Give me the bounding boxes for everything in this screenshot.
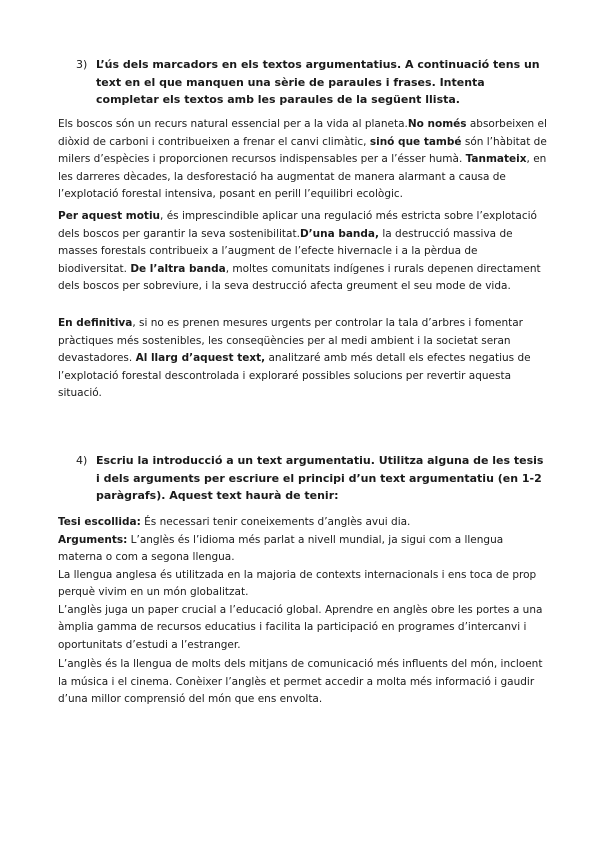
text-run: , si no es prenen mesures urgents per controlar la tala d’arbres i fomentar pràctiques més sostenibles, les conseqüències per al medi ambient i la societat seran devastadores. [58,317,523,364]
connector-bold: D’una banda, [299,227,380,240]
question-number: 4) [76,454,88,467]
argument-3: L’anglès juga un paper crucial a l’educació global. Aprendre en anglès obre les portes a una àmplia gamma de recursos educatius i facilita la participació en programes d’intercanvi i oportunitats d’estudi a l’estranger. [58,603,543,651]
connector-bold: Tanmateix [465,153,527,165]
text1-paragraph-1 [58,116,548,204]
connector-bold: sinó que també [369,135,462,148]
text-run: Els boscos són un recurs natural essencial per a la vida al planeta. [58,118,408,130]
thesis-text: És necessari tenir coneixements d’anglès avui dia. [140,516,411,528]
question-instruction: Escriu la introducció a un text argumentatiu. Utilitza alguna de les tesis i dels arguments per escriure el principi d’un text argumentatiu (en 1-2 paràgrafs). Aquest text haurà de tenir: [96,454,544,502]
thesis-label: Tesi escollida: [58,516,141,528]
text-run: la destrucció massiva de masses forestals contribueix a l’augment de l’efecte hivernacle i a la pèrdua de biodiversitat. [58,227,513,275]
connector-bold: En definitiva [58,317,133,329]
text-run: , moltes comunitats indígenes i rurals depenen directament dels boscos per sobreviure, i la seva destrucció afecta greument el seu mode de vida. [58,262,541,292]
question-4 [58,452,548,505]
text2-paragraph-2: L’anglès és la llengua de molts dels mitjans de comunicació més influents del món, incloent la música i el cinema. Conèixer l’anglès et permet accedir a molta més informació i gaudir d’una millor comprensió del món que ens envolta. [58,658,543,705]
arguments-label: Arguments: [58,533,128,546]
text1-paragraph-2 [58,208,548,296]
text-run: , és imprescindible aplicar una regulació més estricta sobre l’explotació dels boscos per garantir la seva sostenibilitat. [58,210,537,240]
argument-2: La llengua anglesa és utilitzada en la majoria de contexts internacionals i ens toca de prop perquè vivim en un món globalitzat. [58,568,537,598]
text1-paragraph-3 [58,315,548,403]
text-run: , en les darreres dècades, la desforestació ha augmentat de manera alarmant a causa de l’explotació forestal intensiva, posant en perill l’equilibri ecològic. [58,153,547,200]
connector-bold: Per aquest motiu [58,210,161,222]
connector-bold: No només [407,118,467,130]
question-3 [58,56,548,109]
argument-1: L’anglès és l’idioma més parlat a nivell mundial, ja sigui com a llengua materna o com a segona llengua. [58,533,504,563]
text-run: són l’hàbitat de milers d’espècies i proporcionen recursos indispensables per a l’ésser humà. [58,135,547,165]
text-run: analitzaré amb més detall els efectes negatius de l’explotació forestal descontrolada i exploraré possibles solucions per revertir aquesta situació. [58,352,531,399]
question-instruction: L’ús dels marcadors en els textos argumentatius. A continuació tens un text en el que manquen una sèrie de paraules i frases. Intenta completar els textos amb les paraules de la següent llista. [96,58,540,106]
connector-bold: Al llarg d’aquest text, [135,352,266,364]
text2-thesis-and-arguments [58,514,548,654]
question-number: 3) [76,58,88,71]
text-run: absorbeixen el diòxid de carboni i contribueixen a frenar el canvi climàtic, [58,118,547,148]
connector-bold: De l’altra banda [130,262,226,275]
